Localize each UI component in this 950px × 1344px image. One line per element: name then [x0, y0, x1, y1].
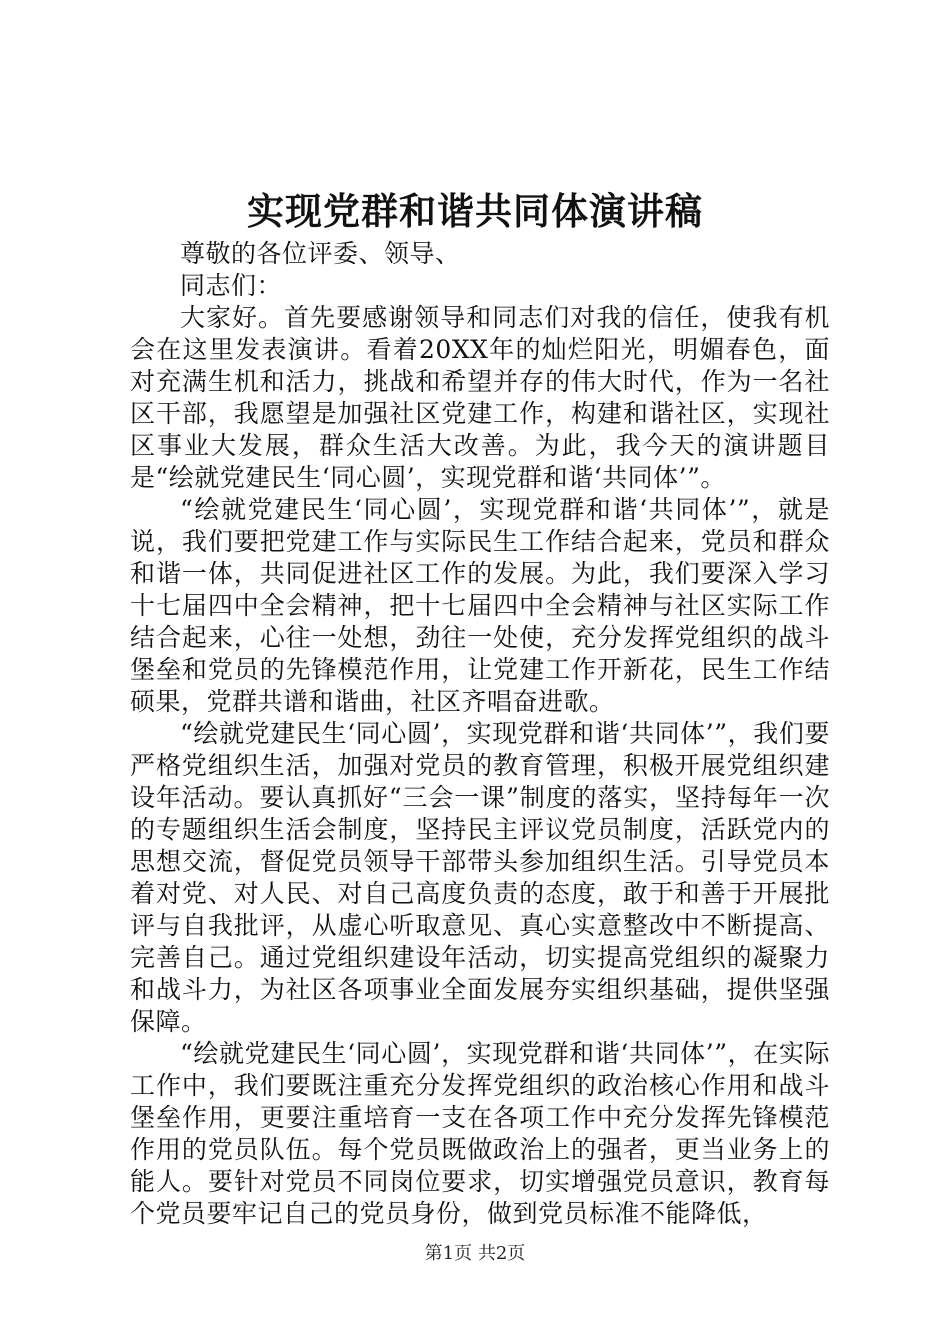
document-title: 实现党群和谐共同体演讲稿	[247, 189, 703, 233]
salutation-line: 尊敬的各位评委、领导、	[180, 239, 461, 268]
body-paragraph: “绘就党建民生‘同心圆’，实现党群和谐‘共同体’”，就是说，我们要把党建工作与实际民生工作结合起来，党员和群众和谐一体，共同促进社区工作的发展。为此，我们要深入学习十七届四中全会精神，把十七届四中全会精神与社区实际工作结合起来，心往一处想，劲往一处使，充分发挥党组织的战斗堡垒和党员的先锋模范作用，让党建工作开新花，民生工作结硕果，党群共谱和谐曲，社区齐唱奋进歌。	[130, 495, 830, 716]
body-paragraph: “绘就党建民生‘同心圆’，实现党群和谐‘共同体’”，我们要严格党组织生活，加强对党员的教育管理，积极开展党组织建设年活动。要认真抓好“三会一课”制度的落实，坚持每年一次的专题组织生活会制度，坚持民主评议党员制度，活跃党内的思想交流，督促党员领导干部带头参加组织生活。引导党员本着对党、对人民、对自己高度负责的态度，敢于和善于开展批评与自我批评，从虚心听取意见、真心实意整改中不断提高、完善自己。通过党组织建设年活动，切实提高党组织的凝聚力和战斗力，为社区各项事业全面发展夯实组织基础，提供坚强保障。	[130, 719, 830, 1036]
body-paragraph: 大家好。首先要感谢领导和同志们对我的信任，使我有机会在这里发表演讲。看着20XX年的灿烂阳光，明媚春色，面对充满生机和活力，挑战和希望并存的伟大时代，作为一名社区干部，我愿望是加强社区党建工作，构建和谐社区，实现社区事业大发展，群众生活大改善。为此，我今天的演讲题目是“绘就党建民生‘同心圆’，实现党群和谐‘共同体’”。	[130, 303, 830, 492]
body-paragraph: “绘就党建民生‘同心圆’，实现党群和谐‘共同体’”，在实际工作中，我们要既注重充分发挥党组织的政治核心作用和战斗堡垒作用，更要注重培育一支在各项工作中充分发挥先锋模范作用的党员队伍。每个党员既做政治上的强者，更当业务上的能人。要针对党员不同岗位要求，切实增强党员意识，教育每个党员要牢记自己的党员身份，做到党员标准不能降低，	[130, 1039, 830, 1228]
salutation-line: 同志们：	[180, 271, 283, 300]
page-footer: 第1页 共2页	[424, 1243, 526, 1264]
document-body	[130, 238, 830, 1230]
